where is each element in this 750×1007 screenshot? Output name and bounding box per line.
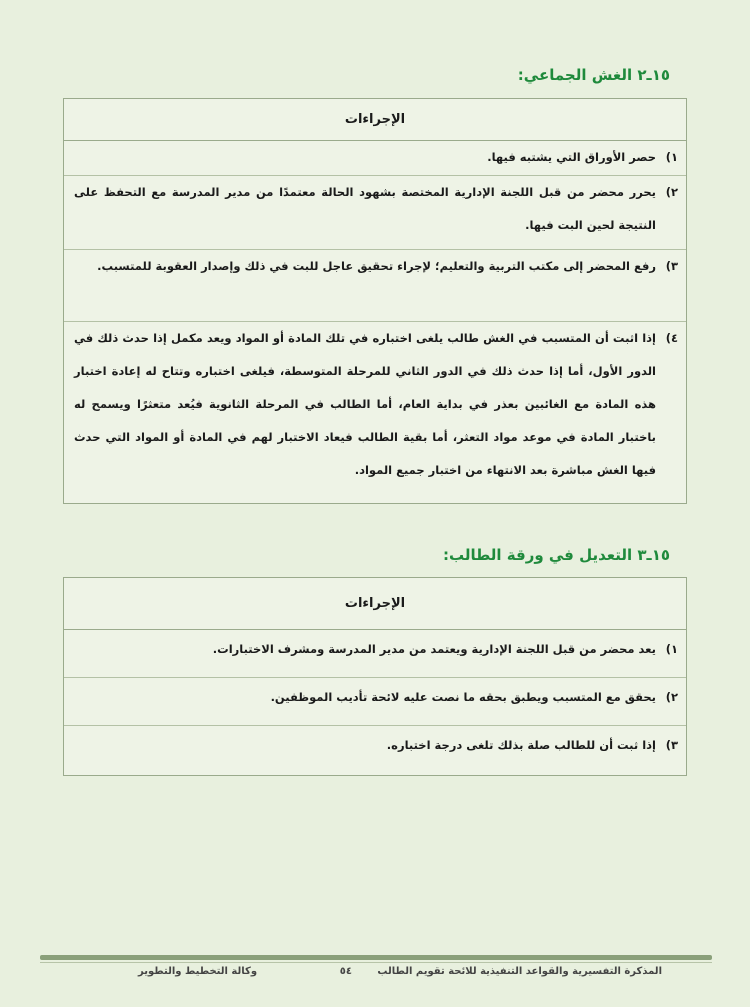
section-number: ١٥ـ٢ bbox=[637, 66, 670, 84]
list-item bbox=[64, 630, 686, 678]
list-item bbox=[64, 726, 686, 774]
section-heading: التعديل في ورقة الطالب: bbox=[443, 546, 633, 564]
item-number: ١) bbox=[665, 150, 678, 164]
procedures-table-cheating bbox=[63, 98, 687, 504]
table-header: الإجراءات bbox=[64, 578, 686, 630]
item-text: يحقق مع المتسبب ويطبق بحقه ما نصت عليه لائحة تأديب الموظفين. bbox=[270, 690, 656, 704]
item-text: يحرر محضر من قبل اللجنة الإدارية المختصة بشهود الحالة معتمدًا من مدير المدرسة مع التحفظ على النتيجة لحين البت فيها. bbox=[74, 185, 656, 232]
list-item bbox=[64, 250, 686, 322]
item-number: ٣) bbox=[665, 259, 678, 273]
footer-document-title: المذكرة التفسيرية والقواعد التنفيذية للائحة تقويم الطالب bbox=[377, 966, 662, 977]
table-header: الإجراءات bbox=[64, 99, 686, 141]
item-number: ١) bbox=[665, 642, 678, 656]
section-heading: الغش الجماعي: bbox=[517, 66, 633, 84]
item-number: ٢) bbox=[665, 185, 678, 199]
procedures-table-modification bbox=[63, 577, 687, 776]
section-title-paper-modification bbox=[443, 546, 670, 564]
list-item bbox=[64, 322, 686, 503]
item-number: ٢) bbox=[665, 690, 678, 704]
footer-agency: وكالة التخطيط والتطوير bbox=[138, 966, 258, 977]
item-number: ٣) bbox=[665, 738, 678, 752]
list-item bbox=[64, 141, 686, 176]
item-text: حصر الأوراق التي يشتبه فيها. bbox=[487, 150, 656, 164]
footer-divider bbox=[40, 955, 712, 960]
item-text: إذا ثبت أن للطالب صلة بذلك تلغى درجة اختباره. bbox=[386, 738, 656, 752]
list-item bbox=[64, 176, 686, 250]
item-number: ٤) bbox=[665, 331, 678, 345]
section-number: ١٥ـ٣ bbox=[637, 546, 670, 564]
page-number: ٥٤ bbox=[339, 966, 352, 977]
item-text: إذا اثبت أن المتسبب في الغش طالب يلغى اختباره في تلك المادة أو المواد ويعد مكمل إذا حدث ذلك في الدور الأول، أما إذا حدث ذلك في الدور الثاني للمرحلة المتوسطة، فيلغى اختباره وتتاح له إعادة اختبار هذه المادة مع الغائبين بعذر في بداية العام، أما الطالب في المرحلة الثانوية فيُعد متعثرًا ويسمح له باختبار المادة في موعد مواد التعثر، أما بقية الطالب فيعاد الاختبار لهم في المادة أو المواد التي حدث فيها الغش مباشرة بعد الانتهاء من اختبار جميع المواد. bbox=[74, 331, 656, 477]
section-title-collective-cheating bbox=[518, 66, 670, 84]
item-text: يعد محضر من قبل اللجنة الإدارية ويعتمد من مدير المدرسة ومشرف الاختبارات. bbox=[212, 642, 656, 656]
footer-divider-thin bbox=[40, 962, 712, 963]
list-item bbox=[64, 678, 686, 726]
item-text: رفع المحضر إلى مكتب التربية والتعليم؛ لإجراء تحقيق عاجل للبت في ذلك وإصدار العقوبة للمتسبب. bbox=[97, 259, 656, 273]
